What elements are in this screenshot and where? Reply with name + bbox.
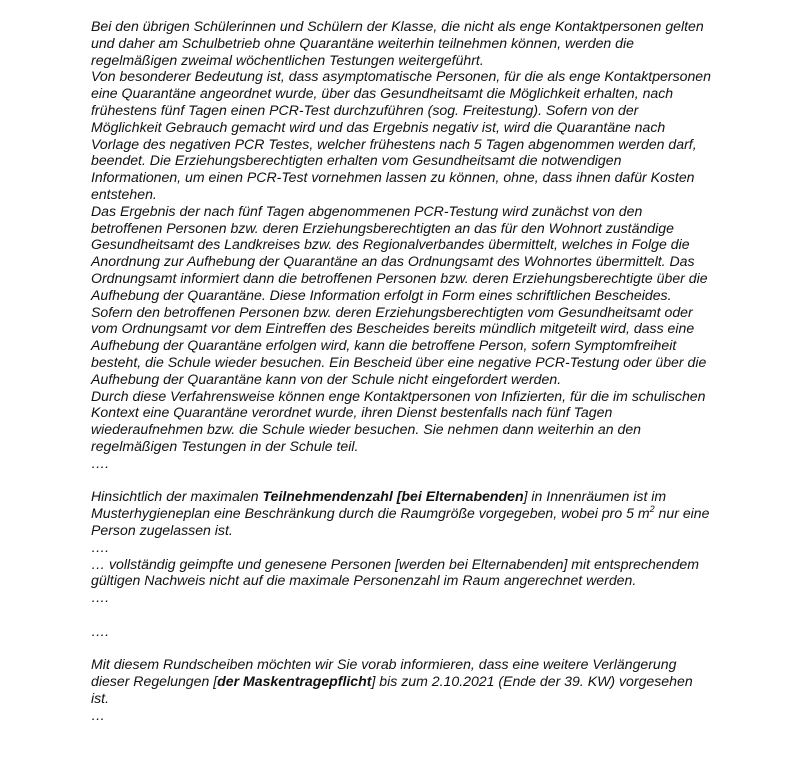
paragraph-oral-notice: Sofern den betroffenen Personen bzw. deren Erziehungsberechtigten vom Gesundheitsamt oder vom Ordnungsamt vor dem Eintreffen des Bescheides bereits mündlich mitgeteilt wird, dass eine Aufhebung der Quarantäne erfolgen wird, kann die betroffene Person, sofern Symptomfreiheit besteht, die Schule wieder besuchen. Ein Bescheid über eine negative PCR-Testung oder über die Aufhebung der Quarantäne kann von der Schule nicht eingefordert werden. bbox=[91, 303, 707, 387]
paragraph-mask-extension bbox=[91, 656, 711, 706]
spacer bbox=[91, 606, 711, 623]
ellipsis-1: …. bbox=[91, 454, 110, 471]
spacer bbox=[91, 472, 711, 489]
mask-extension-text-1: Mit diesem Rundscheiben möchten wir Sie vorab informieren, dass eine weitere Verlängerung dieser Regelungen [ bbox=[91, 656, 677, 690]
participant-limit-bold: Teilnehmendenzahl [bei Elternabenden bbox=[262, 488, 524, 505]
participant-limit-text-1: Hinsichtlich der maximalen bbox=[91, 488, 263, 505]
document-body bbox=[91, 18, 711, 723]
paragraph-participant-limit bbox=[91, 488, 711, 538]
participant-limit-text-2: ] in Innenräumen ist im Musterhygieneplan eine Beschränkung durch die Raumgröße vorgegeben, wobei pro 5 m bbox=[91, 488, 667, 522]
paragraph-vaccinated: … vollständig geimpfte und genesene Personen [werden bei Elternabenden] mit entsprechendem gültigen Nachweis nicht auf die maximale Personenzahl im Raum angerechnet werden. bbox=[91, 555, 699, 589]
paragraph-pcr-result: Das Ergebnis der nach fünf Tagen abgenommenen PCR-Testung wird zunächst von den betroffenen Personen bzw. deren Erziehungsberechtigten an das für den Wohnort zuständige Gesundheitsamt des Landkreises bzw. des Regionalverbandes übermittelt, welches in Folge die Anordnung zur Aufhebung der Quarantäne an das Ordnungsamt des Wohnortes übermittelt. Das Ordnungsamt informiert dann die betroffenen Personen bzw. deren Erziehungsberechtigte über die Aufhebung der Quarantäne. Diese Information erfolgt in Form eines schriftlichen Bescheides. bbox=[91, 202, 708, 303]
spacer bbox=[91, 639, 711, 656]
paragraph-procedure: Durch diese Verfahrensweise können enge Kontaktpersonen von Infizierten, für die im schulischen Kontext eine Quarantäne verordnet wurde, ihren Dienst bestenfalls nach fünf Tagen wiederaufnehmen bzw. die Schule wieder besuchen. Sie nehmen dann weiterhin an den regelmäßigen Testungen in der Schule teil. bbox=[91, 387, 706, 454]
ellipsis-5: … bbox=[91, 706, 106, 723]
ellipsis-3: …. bbox=[91, 589, 110, 606]
square-meter-superscript: 2 bbox=[649, 504, 655, 515]
paragraph-testing: Bei den übrigen Schülerinnen und Schülern der Klasse, die nicht als enge Kontaktpersonen gelten und daher am Schulbetrieb ohne Quarantäne weiterhin teilnehmen können, werden die regelmäßigen zweimal wöchentlichen Testungen weitergeführt. bbox=[91, 18, 704, 68]
mask-extension-bold: der Maskentragepflicht bbox=[217, 673, 372, 690]
participant-limit-text-3: nur eine Person zugelassen ist. bbox=[91, 505, 710, 538]
mask-extension-text-2: ] bis zum 2.10.2021 (Ende der 39. KW) vorgesehen ist. bbox=[91, 673, 693, 706]
paragraph-pcr-freitestung: Von besonderer Bedeutung ist, dass asymptomatische Personen, für die als enge Kontaktpersonen eine Quarantäne angeordnet wurde, über das Gesundheitsamt die Möglichkeit erhalten, nach frühestens fünf Tagen einen PCR-Test durchzuführen (sog. Freitestung). Sofern von der Möglichkeit Gebrauch gemacht wird und das Ergebnis negativ ist, wird die Quarantäne nach Vorlage des negativen PCR Testes, welcher frühestens nach 5 Tagen abgenommen werden darf, beendet. Die Erziehungsberechtigten erhalten vom Gesundheitsamt die notwendigen Informationen, um einen PCR-Test vornehmen lassen zu können, ohne, dass ihnen dafür Kosten entstehen. bbox=[91, 68, 711, 202]
ellipsis-4: …. bbox=[91, 622, 110, 639]
ellipsis-2: …. bbox=[91, 538, 110, 555]
